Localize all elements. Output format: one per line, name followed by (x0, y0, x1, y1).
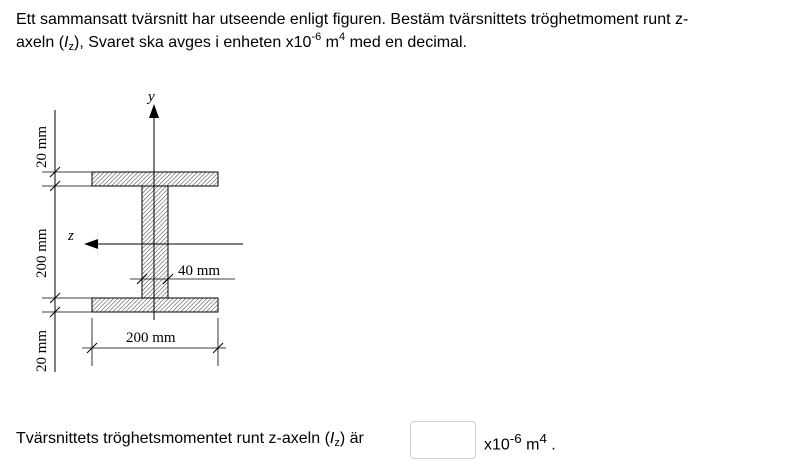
unit-exponent: -6 (311, 31, 322, 43)
moment-subscript: z (68, 41, 74, 53)
answer-text-part: Tvärsnittets tröghetsmomentet runt z-axeln ( (16, 430, 330, 447)
dim-bottom-flange-label: 20 mm (34, 329, 50, 372)
dim-flange-width-label: 200 mm (126, 330, 176, 346)
bottom-flange (92, 298, 218, 312)
dim-web-width-label: 40 mm (178, 263, 221, 279)
unit-exponent: 4 (339, 31, 346, 43)
unit-exponent: -6 (509, 431, 522, 446)
cross-section-figure (0, 80, 300, 380)
moment-symbol: I (329, 430, 335, 447)
dim-web-height-label: 200 mm (34, 228, 50, 278)
unit-text-part: x10 (484, 436, 510, 454)
question-text-part: axeln ( (16, 34, 65, 51)
unit-text-part: m (521, 436, 540, 454)
question-text (16, 8, 786, 54)
question-line-2 (16, 31, 786, 54)
answer-text-part: ) är (339, 430, 364, 447)
dim-top-flange-label: 20 mm (34, 125, 50, 168)
answer-input[interactable] (410, 421, 476, 459)
question-text-part: med en decimal. (345, 34, 467, 51)
moment-symbol: I (64, 34, 69, 51)
question-text-part: ), Svaret ska avges i enheten x10 (73, 34, 312, 51)
moment-subscript: z (334, 437, 340, 449)
unit-text-part: . (546, 436, 556, 454)
question-line-1: Ett sammansatt tvärsnitt har utseende enligt figuren. Bestäm tvärsnittets tröghetmoment runt z- (16, 11, 689, 28)
answer-prompt (16, 428, 364, 450)
y-axis-label: y (148, 89, 155, 105)
y-axis-arrow-icon (149, 104, 159, 118)
z-axis-arrow-icon (84, 239, 98, 249)
answer-unit (484, 428, 556, 456)
unit-exponent: 4 (539, 431, 547, 446)
top-flange (92, 172, 218, 186)
web (142, 186, 168, 298)
question-text-part: m (321, 34, 340, 51)
z-axis-label: z (68, 228, 74, 244)
